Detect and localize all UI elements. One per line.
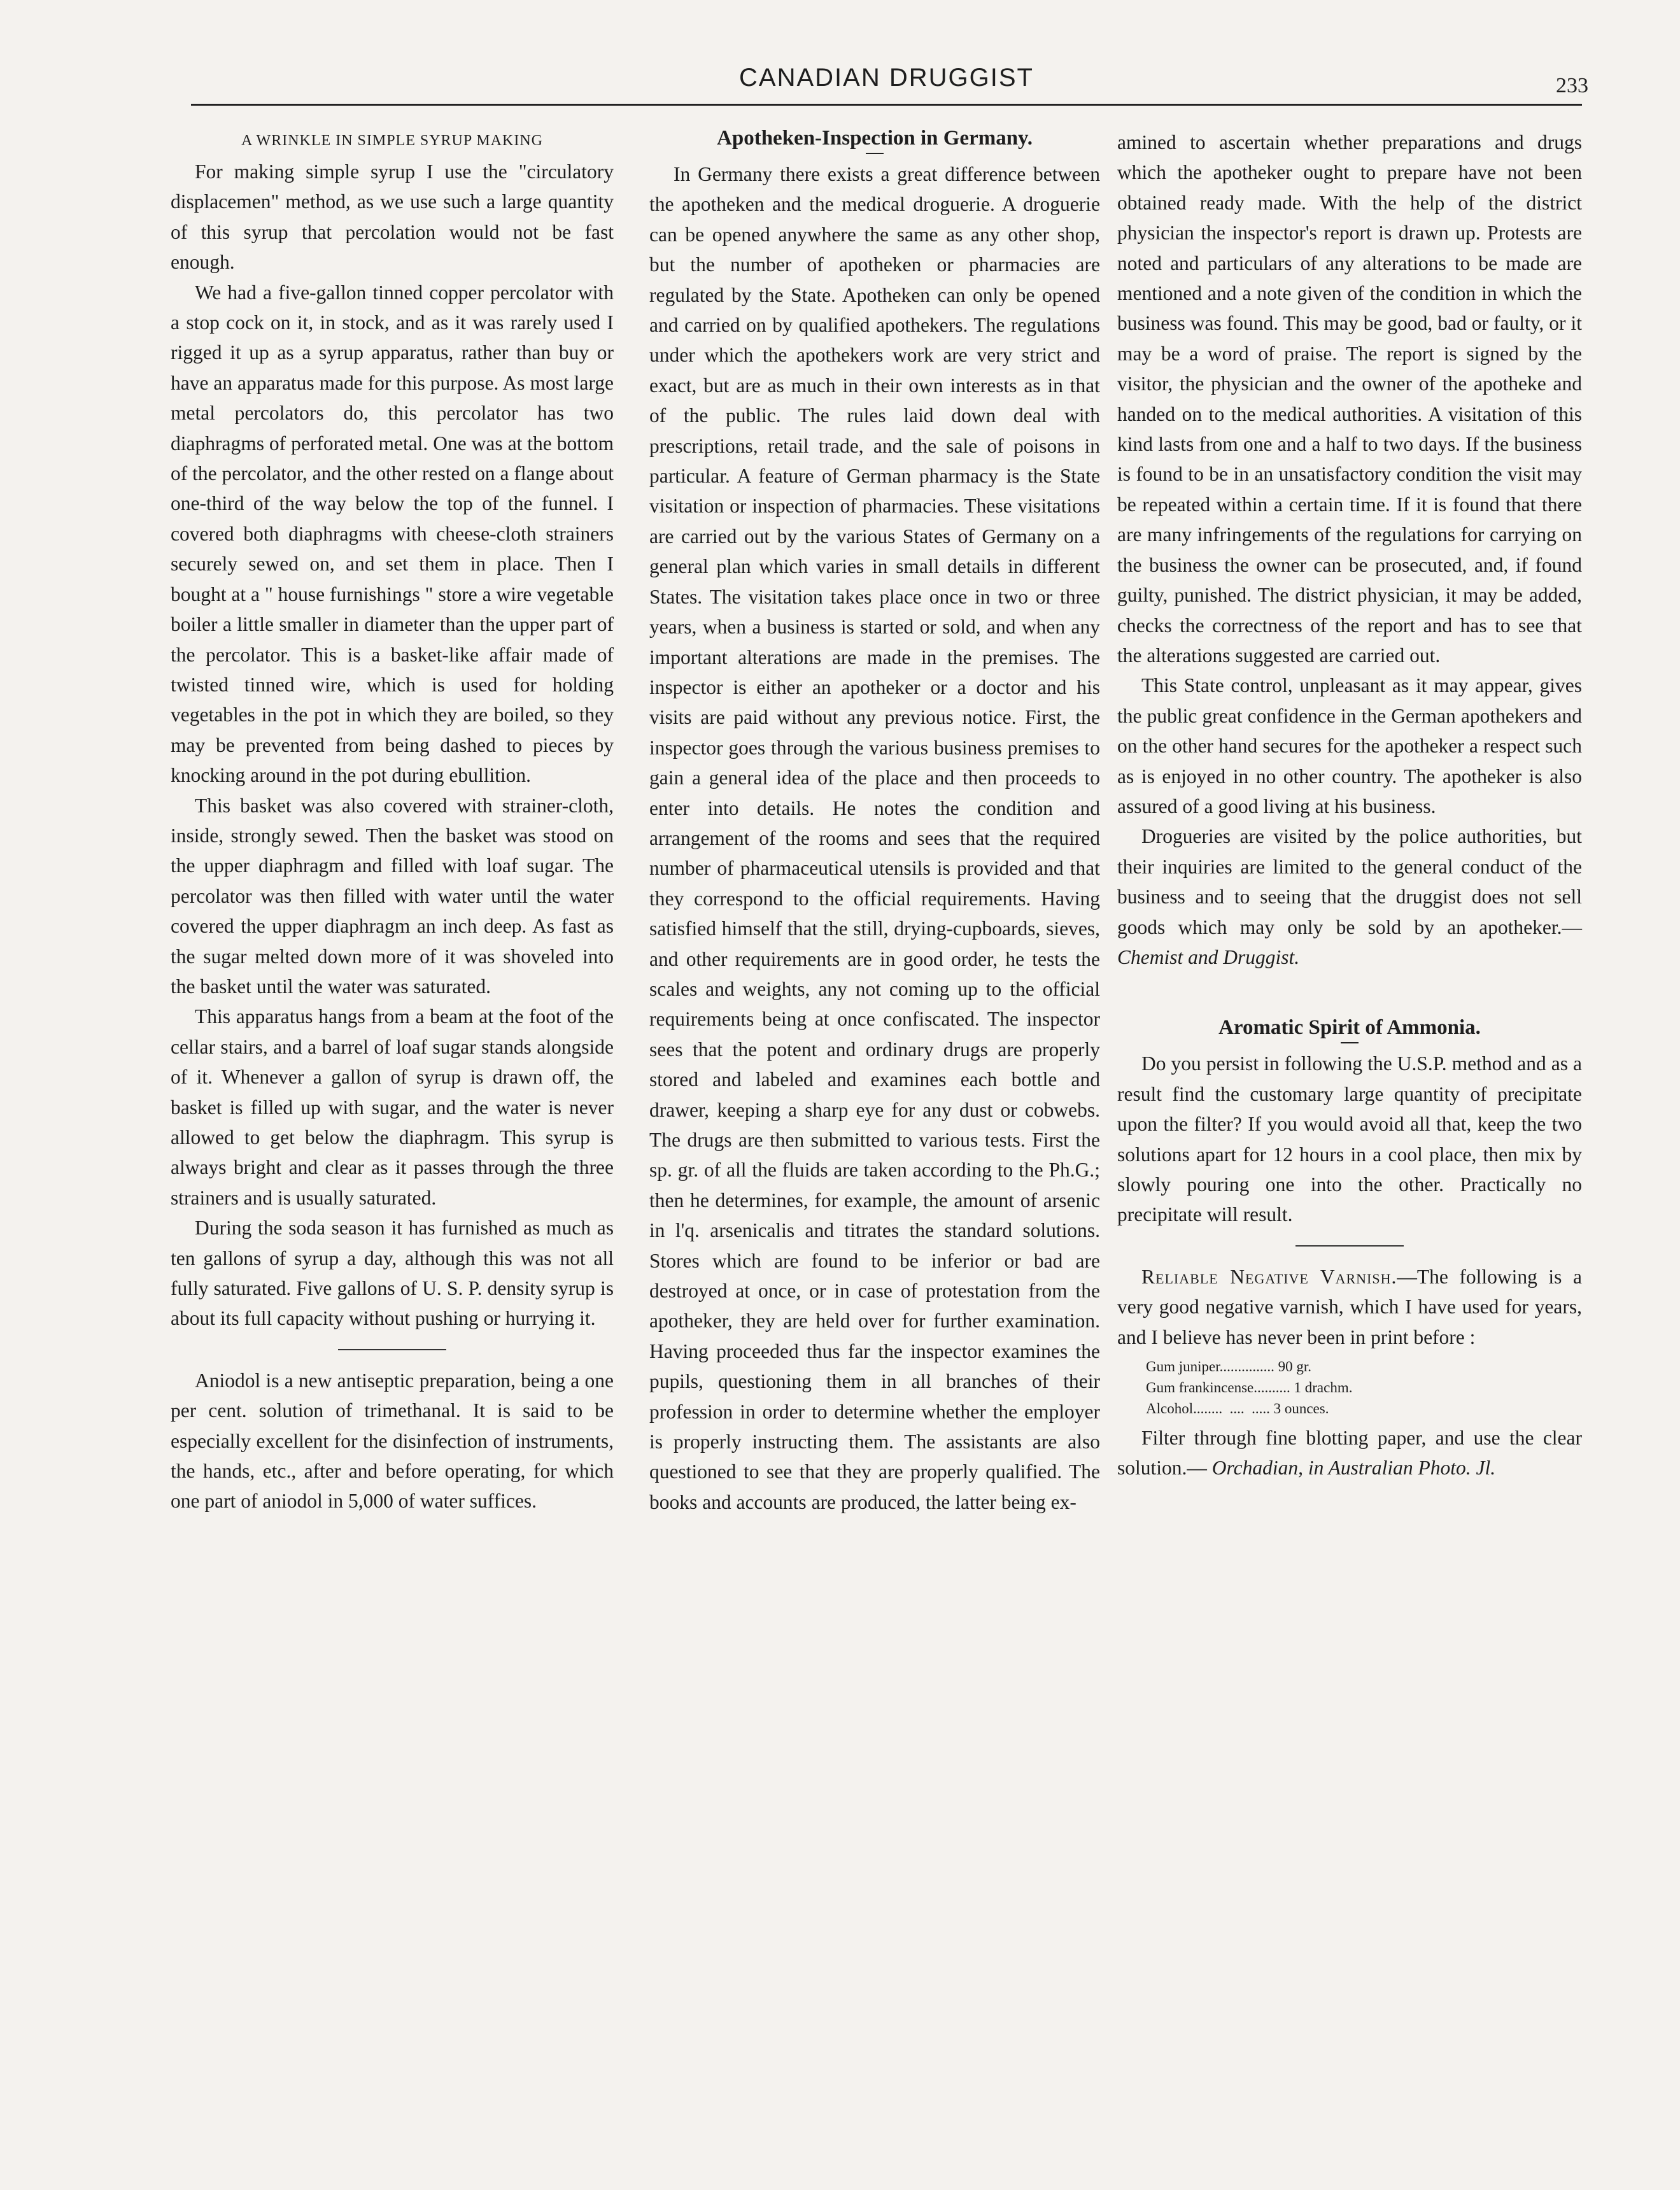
paragraph: We had a five-gallon tinned copper percolator with a stop cock on it, in stock, and as it was rarely used I rigged it up as a syrup apparatus, rather than buy or have an apparatus made for this purpose. As most large metal percolators do, this percolator has two diaphragms of perforated metal. One was at the bottom of the percolator, and the other rested on a flange about one-third of the way below the top of the funnel. I covered both diaphragms with cheese-cloth strainers securely sewed on, and set them in place. Then I bought at a " house furnishings " store a wire vegetable boiler a little smaller in diameter than the upper part of the percolator. This is a basket-like affair made of twisted tinned wire, which is used for holding vegetables in the pot in which they are boiled, so they may be prevented from being dashed to pieces by knocking around in the pot during ebullition. xyxy=(171,281,614,787)
formula-line: Alcohol........ .... ..... 3 ounces. xyxy=(1146,1401,1329,1417)
heading-dash xyxy=(1341,1042,1359,1043)
paragraph: This State control, unpleasant as it may appear, gives the public great confidence in the German apothekers and on the other hand secures for the apotheker a respect such as is enjoyed in no other country. The apotheker is also assured of a good living at his business. xyxy=(1117,674,1582,817)
heading-dash xyxy=(866,153,884,154)
formula-line: Gum juniper............... 90 gr. xyxy=(1146,1359,1312,1375)
column-3 xyxy=(1117,127,1582,1483)
paragraph: During the soda season it has furnished as much as ten gallons of syrup a day, although this was not all fully saturated. Five gallons of U. S. P. density syrup is about its full capacity without pushing or hurrying it. xyxy=(171,1217,614,1330)
paragraph: In Germany there exists a great difference between the apotheken and the medical droguerie. A droguerie can be opened anywhere the same as any other shop, but the number of apotheken or pharmacies are regulated by the State. Apotheken can only be opened and carried on by qualified apothekers. The regulations under which the apothekers work are very strict and exact, but are as much in their own interests as in that of the public. The rules laid down deal with prescriptions, retail trade, and the sale of poisons in particular. A feature of German pharmacy is the State visitation or inspection of pharmacies. These visitations are carried out by the various States of Germany on a general plan which varies in small details in different States. The visitation takes place once in two or three years, when a business is started or sold, and when any important alterations are made in the premises. The inspector is either an apotheker or a doctor and his visits are paid without any previous notice. First, the inspector goes through the various business premises to gain a general idea of the place and then proceeds to enter into details. He notes the condition and arrangement of the rooms and sees that the required number of pharmaceutical utensils is provided and that they correspond to the official requirements. Having satisfied himself that the still, drying-cupboards, sieves, and other requirements are in good order, he tests the scales and weights, any not coming up to the official requirements being at once confiscated. The inspector sees that the potent and ordinary drugs are properly stored and labeled and examines each bottle and drawer, keeping a sharp eye for any dust or cobwebs. The drugs are then submitted to various tests. First the sp. gr. of all the fluids are taken according to the Ph.G.; then he determines, for example, the amount of arsenic in l'q. arsenicalis and titrates the standard solutions. Stores which are found to be inferior or bad are destroyed at once, or in case of protestation from the apotheker, they are held over for further examination. Having proceeded thus far the inspector examines the pupils, questioning them in all branches of their profession in order to determine whether the employer is properly instructing them. The assistants are also questioned to see that they are properly qualified. The books and accounts are produced, the latter being ex- xyxy=(649,163,1100,1513)
header-rule xyxy=(191,104,1582,106)
paragraph-aniodol: Aniodol is a new antiseptic preparation, being a one per cent. solution of trimethanal. It is said to be especially excellent for the disinfection of instruments, the hands, etc., after and before operating, for which one part of aniodol in 5,000 of water suffices. xyxy=(171,1369,614,1513)
paragraph-text: —The following is a very good negative varnish, which I have used for years, and I believe has never been in print before : xyxy=(1117,1265,1582,1348)
paragraph xyxy=(1117,821,1582,972)
paragraph: For making simple syrup I use the "circulatory displacemen" method, as we use such a large quantity of this syrup that percolation would not be fast enough. xyxy=(171,160,614,274)
paragraph: This basket was also covered with strainer-cloth, inside, strongly sewed. Then the basket was stood on the upper diaphragm and filled with loaf sugar. The percolator was then filled with water until the water covered the upper diaphragm an inch deep. As fast as the sugar melted down more of it was shoveled into the basket until the water was saturated. xyxy=(171,794,614,998)
section-divider xyxy=(338,1349,446,1350)
article-heading-syrup: A WRINKLE IN SIMPLE SYRUP MAKING xyxy=(241,132,544,149)
section-divider xyxy=(1295,1245,1404,1247)
paragraph-continued: amined to ascertain whether preparations and drugs which the apotheker ought to prepare have not been obtained ready made. With the help of the district physician the inspector's report is drawn up. Protests are noted and particulars of any alterations to be made are mentioned and a note given of the condition in which the business was found. This may be good, bad or faulty, or it may be a word of praise. The report is signed by the visitor, the physician and the owner of the apotheke and handed on to the medical authorities. A visitation of this kind lasts from one and a half to two days. If the business is found to be in an unsatisfactory condition the visit may be repeated within a certain time. If it is found that there are many infringements of the regulations for carrying on the business the owner can be prosecuted, and, if found guilty, punished. The district physician, it may be added, checks the correctness of the report and has to see that the alterations suggested are carried out. xyxy=(1117,131,1582,667)
page-header xyxy=(191,64,1588,115)
formula-line: Gum frankincense.......... 1 drachm. xyxy=(1146,1380,1353,1396)
paragraph xyxy=(1117,1423,1582,1483)
paragraph: This apparatus hangs from a beam at the foot of the cellar stairs, and a barrel of loaf sugar stands alongside of it. Whenever a gallon of syrup is drawn off, the basket is filled up with sugar, and the water is never allowed to get below the diaphragm. This syrup is always bright and clear as it passes through the three strainers and is usually saturated. xyxy=(171,1005,614,1209)
paragraph: Do you persist in following the U.S.P. method and as a result find the customary large quantity of precipitate upon the filter? If you would avoid all that, keep the two solutions apart for 12 hours in a cool place, then mix by slowly pouring one into the other. Practically no precipitate will result. xyxy=(1117,1052,1582,1226)
article-heading-ammonia: Aromatic Spirit of Ammonia. xyxy=(1218,1016,1481,1040)
column-1 xyxy=(171,127,614,1516)
paragraph-text: Filter through fine blotting paper, and use the clear solution.— xyxy=(1117,1427,1582,1480)
column-2 xyxy=(649,127,1100,1517)
spacer xyxy=(1117,972,1582,1017)
source-citation: Chemist and Druggist. xyxy=(1117,945,1300,968)
page-number: 233 xyxy=(1556,74,1588,97)
varnish-formula xyxy=(1146,1356,1582,1419)
paragraph-text: Drogueries are visited by the police authorities, but their inquiries are limited to the general conduct of the business and to seeing that the druggist does not sell goods which may only be sold by an apotheker.— xyxy=(1117,825,1582,938)
source-citation: Orchadian, in Australian Photo. Jl. xyxy=(1211,1457,1496,1480)
paragraph-varnish xyxy=(1117,1262,1582,1352)
masthead: CANADIAN DRUGGIST xyxy=(739,64,1034,92)
article-heading-apotheken: Apotheken-Inspection in Germany. xyxy=(717,127,1033,150)
varnish-title: Reliable Negative Varnish. xyxy=(1141,1265,1397,1288)
